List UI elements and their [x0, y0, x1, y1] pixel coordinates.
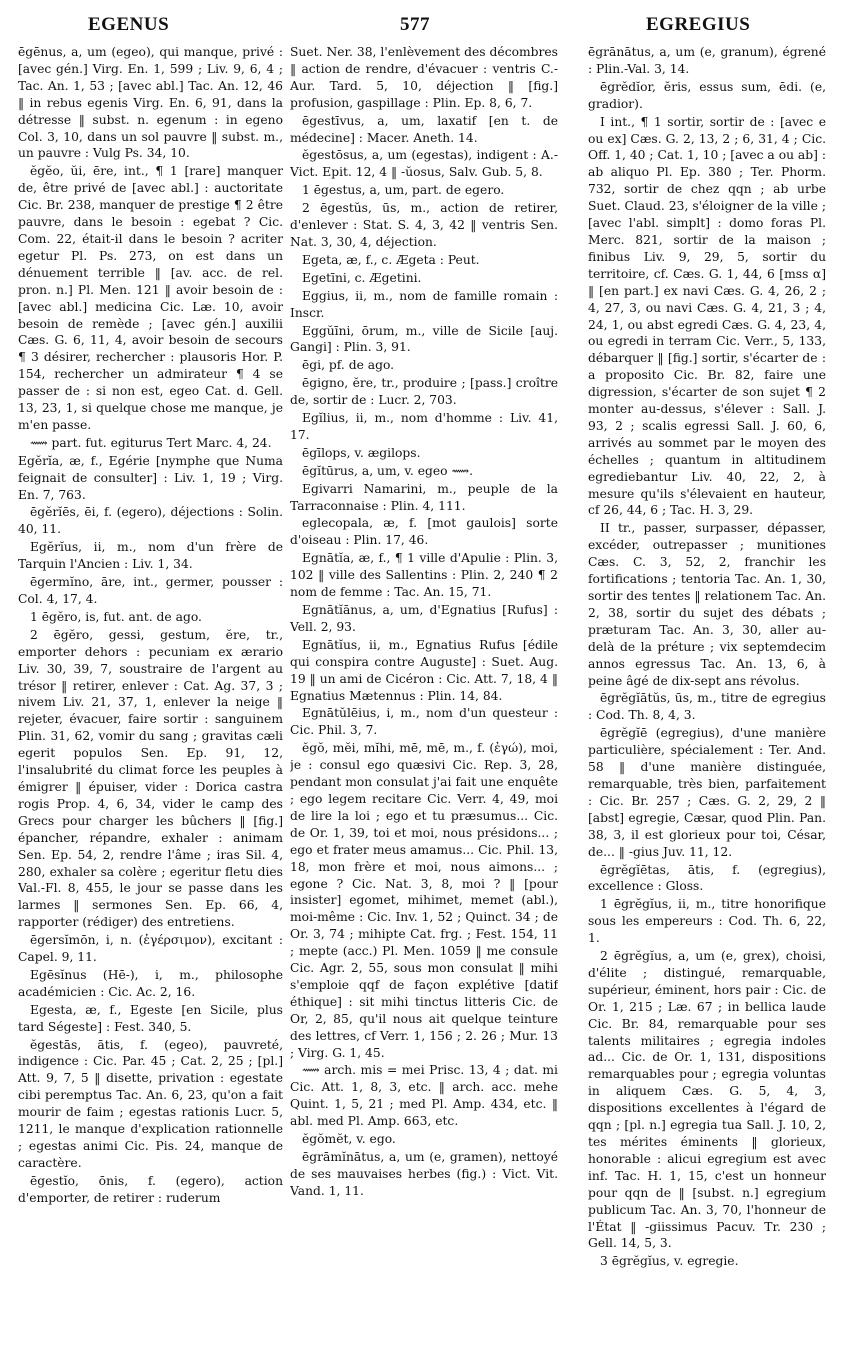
entry-egiturus: ēgĭtūrus, a, um, v. egeo ⟿. [302, 463, 473, 478]
right-running-head: EGREGIUS [646, 14, 751, 35]
entry-egilius: Egĭlius, ii, m., nom d'homme : Liv. 41, 17. [290, 411, 558, 442]
entry-egenus: ēgēnus, a, um (egeo), qui manque, privé : [avec gén.] Virg. En. 1, 599 ; Liv. 9, 6, 4 ; Tac. An. 1, 53 ; [avec abl.] Tac. An. 12, 46 ‖ in rebus egenis Virg. En. 6, 91, dans la détresse ‖ subst. n. egenum : in egeno Col. 3, 10, dans un sol pauvre ‖ subst. m., un pauvre : Vulg Ps. 34, 10. [18, 45, 283, 161]
entry-egredior-transitive: II tr., passer, surpasser, dépasser, excéder, outrepasser ; munitiones Cæs. C. 3, 52, 2, franchir les fortifications ; tentoria Tac. An. 1, 30, sortir des tentes ‖ relationem Tac. An. 2, 38, sortir du sujet des débats ; præturam Tac. An. 3, 30, aller au-delà de la préture ; vix septemdecim annos egressus Tac. An. 13, 6, à peine âgé de dix-sept ans révolus. [588, 521, 826, 688]
entry-egestas: ĕgestās, ātis, f. (egeo), pauvreté, indigence : Cic. Par. 45 ; Cat. 2, 25 ; [pl.] Att. 9, 7, 5 ‖ disette, privation : egestate cibi peremptus Tac. An. 6, 23, qu'on a fait mourir de faim ; egestas rationis Lucr. 5, 1211, le manque d'explication rationnelle ; egestas animi Cic. Pis. 24, manque de caractère. [18, 1037, 283, 1170]
entry-egranatus: ēgrānātus, a, um (e, granum), égrené : Plin.-Val. 3, 14. [588, 45, 826, 76]
entry-egregie: ēgrĕgĭē (egregius), d'une manière particulière, spécialement : Ter. And. 58 ‖ d'une manière distinguée, remarquable, très bien, parfaitement : Cic. Br. 257 ; Cæs. G. 2, 29, 2 ‖ [abst] egregie, Cæsar, quod Plin. Pan. 38, 3, il est glorieux pour toi, César, de... ‖ -gius Juv. 11, 12. [588, 726, 826, 859]
entry-egeria: Egĕrĭa, æ, f., Egérie [nymphe que Numa feignait de consulter] : Liv. 1, 19 ; Virg. En. 7, 763. [18, 453, 283, 502]
entry-egesinus: Egēsĭnus (Hē-), i, m., philosophe académicien : Cic. Ac. 2, 16. [18, 967, 283, 999]
entry-egeries: ēgĕrĭēs, ēi, f. (egero), déjections : Solin. 40, 11. [18, 505, 283, 537]
entry-egeo-note: ⟿ part. fut. egiturus Tert Marc. 4, 24. [30, 435, 272, 450]
entry-egnatius: Egnātĭus, ii, m., Egnatius Rufus [édile qui conspira contre Auguste] : Suet. Aug. 19 ‖ un ami de Cicéron : Cic. Att. 7, 18, 4 ‖ Egnatius Mætennus : Plin. 14, 84. [290, 637, 558, 703]
entry-egeo: ĕgĕo, ŭi, ēre, int., ¶ 1 [rare] manquer de, être privé de [avec abl.] : auctoritate Cic. Br. 238, manquer de prestige ¶ 2 être pauvre, dans le besoin : egebat ? Cic. Com. 22, était-il dans le besoin ? acriter egetur Pl. Ps. 273, on est dans un dénuement terrible ‖ [av. acc. de rel. pron. n.] Pl. Men. 121 ‖ avoir besoin de : [avec abl.] medicina Cic. Læ. 10, avoir besoin de remède ; [avec gén.] auxilii Cæs. G. 6, 11, 4, avoir besoin de secours ¶ 3 désirer, rechercher : plausoris Hor. P. 154, rechercher un admirateur ¶ 4 se passer de : si non est, egeo Cat. d. Gell. 13, 23, 1, si quelque chose me manque, je m'en passe. [18, 164, 283, 432]
entry-egestus-2: 2 ēgestŭs, ūs, m., action de retirer, d'enlever : Stat. S. 4, 3, 42 ‖ ventris Sen. Nat. 3, 30, 4, déjection. [290, 201, 558, 249]
page-number: 577 [400, 14, 430, 35]
left-running-head: EGENUS [88, 14, 170, 35]
entry-egi: ēgi, pf. de ago. [302, 358, 395, 373]
entry-egestivus: ēgestīvus, a, um, laxatif [en t. de médecine] : Macer. Aneth. 14. [290, 113, 558, 145]
entry-eglecopala: eglecopala, æ, f. [mot gaulois] sorte d'oiseau : Plin. 17, 46. [290, 516, 558, 548]
entry-egestio-continued: Suet. Ner. 38, l'enlèvement des décombres ‖ action de rendre, d'évacuer : ventris C.-Aur. Tard. 5, 10, déjection ‖ [fig.] profusion, gaspillage : Plin. Ep. 8, 6, 7. [290, 45, 558, 110]
entry-egestio: ēgestĭo, ōnis, f. (egero), action d'emporter, de retirer : ruderum [18, 1173, 283, 1205]
entry-egeta: Egeta, æ, f., c. Ægeta : Peut. [302, 252, 480, 267]
entry-egero-1: 1 ēgĕro, is, fut. ant. de ago. [30, 609, 202, 624]
entry-ego-note: ⟿ arch. mis = mei Prisc. 13, 4 ; dat. mi Cic. Att. 1, 8, 3, etc. ‖ arch. acc. mehe Quint. 1, 5, 21 ; med Pl. Amp. 434, etc. ‖ abl. med Pl. Amp. 663, etc. [290, 1063, 558, 1129]
entry-egregiatus: ēgrĕgĭātŭs, ūs, m., titre de egregius : Cod. Th. 8, 4, 3. [588, 691, 826, 723]
entry-egnatia: Egnātĭa, æ, f., ¶ 1 ville d'Apulie : Plin. 3, 102 ‖ ville des Sallentins : Plin. 2, 240 ¶ 2 nom de femme : Tac. An. 15, 71. [290, 551, 558, 600]
entry-egersimon: ēgersĭmōn, i, n. (ἐγέρσιμον), excitant : Capel. 9, 11. [18, 933, 283, 965]
page-header [0, 14, 841, 40]
entry-egestosus: ĕgestōsus, a, um (egestas), indigent : A.-Vict. Epit. 12, 4 ‖ -ŭosus, Salv. Gub. 5, 8. [290, 148, 558, 180]
entry-egregius-1: 1 ēgrĕgĭus, ii, m., titre honorifique sous les empereurs : Cod. Th. 6, 22, 1. [588, 897, 826, 946]
entry-egero-2: 2 ēgĕro, gessi, gestum, ĕre, tr., emporter dehors : pecuniam ex ærario Liv. 30, 39, 7, soustraire de l'argent au trésor ‖ retirer, enlever : Cat. Ag. 37, 3 ; nivem Liv. 21, 37, 1, enlever la neige ‖ rejeter, évacuer, faire sortir : sanguinem Plin. 31, 62, vomir du sang ; gravitas cæli egerit populos Sen. Ep. 91, 12, l'insalubrité du climat force les peuples à émigrer ‖ épuiser, vider : Dorica castra rogis Prop. 4, 6, 34, vider le camp des Grecs pour charger les bûchers ‖ [fig.] épancher, répandre, exhaler : animam Sen. Ep. 54, 2, rendre l'âme ; iras Sil. 4, 280, exhaler sa colère ; egeritur fletu dies Val.-Fl. 8, 455, le jour se passe dans les larmes ‖ sermones Sen. Ep. 66, 4, rapporter (rédiger) des entretiens. [18, 627, 283, 930]
entry-egredior-intransitive: I int., ¶ 1 sortir, sortir de : [avec e ou ex] Cæs. G. 2, 13, 2 ; 6, 31, 4 ; Cic. Off. 1, 40 ; Cat. 1, 10 ; [avec a ou ab] : ab aliquo Pl. Ep. 380 ; Ter. Phorm. 732, sortir de chez qqn ; ab urbe Suet. Claud. 23, s'éloigner de la ville ; [avec l'abl. simplt] : domo foras Pl. Merc. 821, sortir de la maison ; finibus Liv. 9, 29, 5, sortir du territoire, cf. Cæs. G. 1, 44, 6 [mss α] ‖ [en part.] ex navi Cæs. G. 4, 26, 2 ; 4, 27, 3, ou navi Cæs. G. 4, 21, 3 ; 4, 24, 1, ou abst egredi Cæs. G. 4, 23, 4, ou egredi in terram Cic. Verr., 5, 133, débarquer ‖ [fig.] sortir, s'écarter de : a proposito Cic. Br. 82, faire une digression, s'écarter de son sujet ¶ 2 monter au-dessus, s'élever : Sall. J. 93, 2 ; scalis egressi Sall. J. 60, 6, arrivés au sommet par le moyen des échelles ; quantum in altitudinem egrediebantur Liv. 40, 22, 2, à mesure qu'ils s'élevaient en hauteur, cf 26, 44, 6 ; Tac. H. 3, 29. [588, 114, 826, 518]
entry-egesta: Egesta, æ, f., Egeste [en Sicile, plus tard Ségeste] : Fest. 340, 5. [18, 1002, 283, 1034]
entry-egraminatus: ēgrāmĭnātus, a, um (e, gramen), nettoyé de ses mauvaises herbes (fig.) : Vict. Vit. Vand. 1, 11. [290, 1150, 558, 1198]
entry-egredior: ēgrĕdĭor, ĕris, essus sum, ēdi. (e, gradior). [588, 79, 826, 111]
entry-egomet: ĕgŏmĕt, v. ego. [302, 1132, 396, 1147]
entry-egregius-3: 3 ēgrĕgĭus, v. egregie. [600, 1254, 739, 1269]
entry-egnatuleius: Egnātŭlēius, i, m., nom d'un questeur : Cic. Phil. 3, 7. [290, 706, 558, 738]
entry-egilops: ēgīlops, v. ægilops. [302, 445, 421, 460]
entry-egnatianus: Egnātĭānus, a, um, d'Egnatius [Rufus] : Vell. 2, 93. [290, 603, 558, 634]
entry-egregius-2: 2 ēgrĕgĭus, a, um (e, grex), choisi, d'élite ; distingué, remarquable, supérieur, éminent, hors pair : Cic. de Or. 1, 215 ; Læ. 67 ; in bellica laude Cic. Br. 84, remarquable pour ses talents militaires ; egregia indoles ad... Cic. de Or. 1, 131, dispositions remarquables pour ; egregia voluntas in aliquem Cæs. G. 5, 4, 3, dispositions excellentes à l'égard de qqn ; [pl. n.] egregia tua Sall. J. 10, 2, tes mérites éminents ‖ glorieux, honorable : alicui egregium est avec inf. Tac. H. 1, 15, c'est un honneur pour qqn de ‖ [subst. n.] egregium publicum Tac. An. 3, 70, l'honneur de l'État ‖ -giissimus Pacuv. Tr. 230 ; Gell. 14, 5, 3. [588, 949, 826, 1251]
entry-egguini: Eggŭīni, ōrum, m., ville de Sicile [auj. Gangi] : Plin. 3, 91. [290, 323, 558, 355]
entry-egerius: Egĕrĭus, ii, m., nom d'un frère de Tarquin l'Ancien : Liv. 1, 34. [18, 540, 283, 572]
entry-egivarri: Egivarri Namarini, m., peuple de la Tarraconnaise : Plin. 4, 111. [290, 481, 558, 513]
entry-eggius: Eggius, ii, m., nom de famille romain : Inscr. [290, 288, 558, 320]
entry-egregietas: ēgrĕgĭētas, ātis, f. (egregius), excellence : Gloss. [588, 862, 826, 894]
entry-egetini: Egetīni, c. Ægetini. [302, 270, 422, 285]
column-1 [18, 44, 283, 1350]
entry-egigno: ēgigno, ĕre, tr., produire ; [pass.] croître de, sortir de : Lucr. 2, 703. [290, 376, 558, 408]
entry-egestus-1: 1 ēgestus, a, um, part. de egero. [302, 183, 505, 198]
column-3 [588, 44, 826, 1350]
entry-egermino: ēgermĭno, āre, int., germer, pousser : Col. 4, 17, 4. [18, 575, 283, 606]
column-2 [290, 44, 558, 1350]
entry-ego: ĕgŏ, mĕi, mĭhi, mē, mē, m., f. (ἐγώ), moi, je : consul ego quæsivi Cic. Rep. 3, 28, pendant mon consulat j'ai fait une enquête ; ego legem recitare Cic. Verr. 4, 49, moi de lire la loi ; ego et tu præsumus... Cic. de Or. 1, 39, toi et moi, nous présidons... ; ego et frater meus amamus... Cic. Phil. 13, 18, mon frère et moi, nous aimons... ; egone ? Cic. Nat. 3, 8, moi ? ‖ [pour insister] egomet, mihimet, memet (abl.), moi-même : Cic. Inv. 1, 52 ; Quinct. 34 ; de Or. 3, 74 ; mihipte Cat. frg. ; Fest. 154, 11 ; mepte (acc.) Pl. Men. 1059 ‖ me consule Cic. Agr. 2, 55, sous mon consulat ‖ mihi s'emploie qqf de façon explétive [datif éthique] : sit mihi tinctus litteris Cic. de Or, 2, 85, qu'il nous ait quelque teinture des lettres, cf Verr. 1, 156 ; 2. 26 ; Mur. 13 ; Virg. G. 1, 45. [290, 741, 558, 1060]
